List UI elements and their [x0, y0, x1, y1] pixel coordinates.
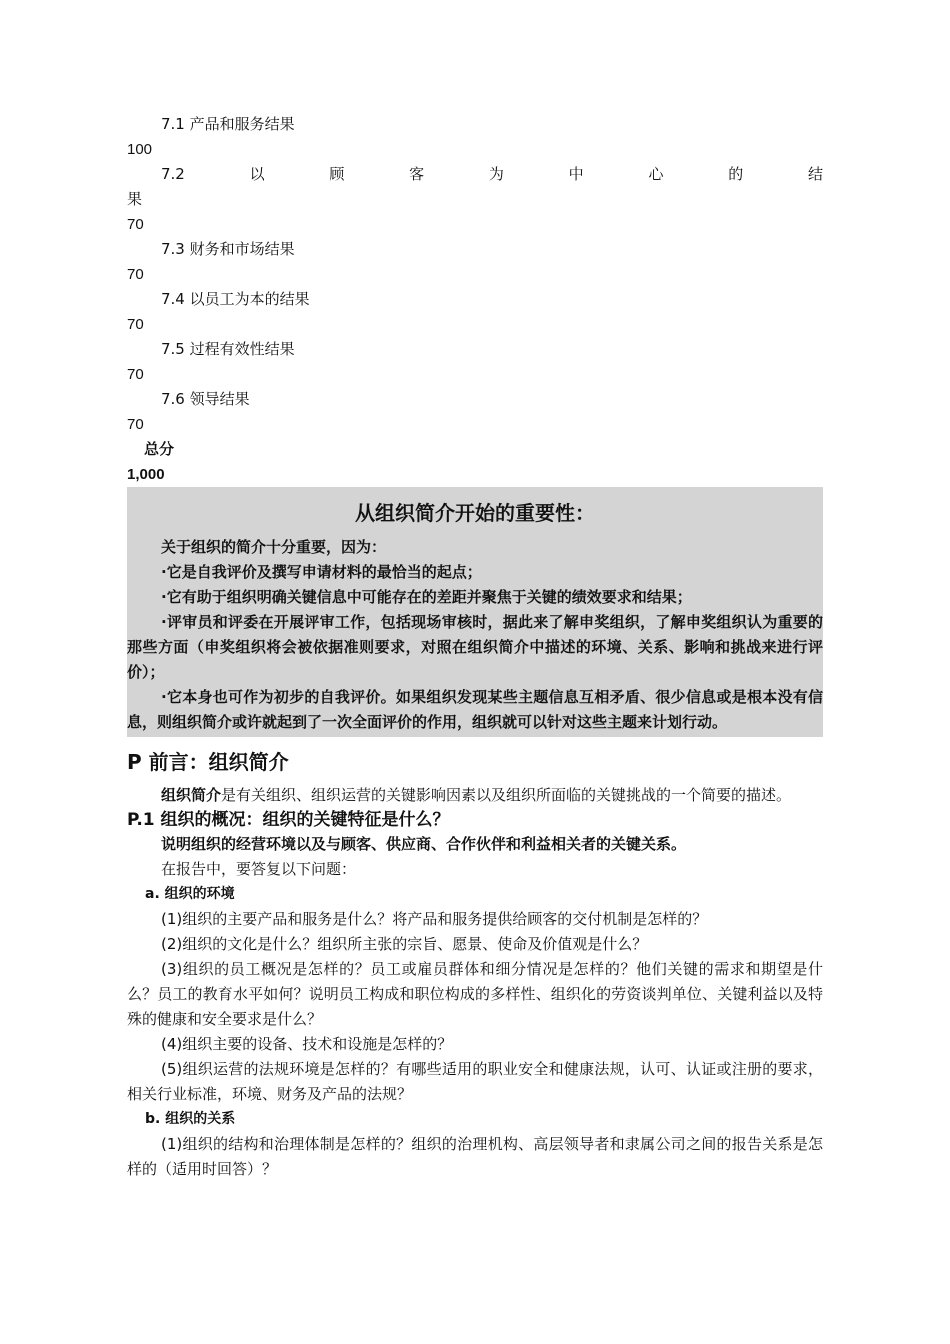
- score-value-7-3: 70: [127, 266, 144, 283]
- importance-box-title: 从组织简介开始的重要性：: [355, 501, 595, 525]
- preface-intro: [127, 783, 823, 808]
- question-a5: (5)组织运营的法规环境是怎样的？有哪些适用的职业安全和健康法规，认可、认证或注册的要求，相关行业标准，环境、财务及产品的法规？: [127, 1060, 823, 1103]
- score-label-7-2-wrap: 果: [127, 190, 143, 208]
- score-value-7-1: 100: [127, 141, 153, 158]
- label-part: 结: [807, 165, 823, 183]
- score-label-7-2: [127, 162, 823, 187]
- subsection-b-title: b. 组织的关系: [145, 1111, 236, 1127]
- question-a1: (1)组织的主要产品和服务是什么？将产品和服务提供给顾客的交付机制是怎样的？: [161, 910, 708, 928]
- preface-intro-text: 是有关组织、组织运营的关键影响因素以及组织所面临的关键挑战的一个简要的描述。: [221, 786, 792, 804]
- preface-intro-term: 组织简介: [161, 786, 222, 804]
- total-label: 总分: [144, 440, 175, 458]
- score-label-7-5: 7.5 过程有效性结果: [161, 340, 295, 358]
- section-heading-p1: P.1 组织的概况：组织的关键特征是什么？: [127, 810, 450, 830]
- p1-description: 说明组织的经营环境以及与顾客、供应商、合作伙伴和利益相关者的关键关系。: [161, 835, 687, 853]
- score-value-7-5: 70: [127, 366, 144, 383]
- importance-box: [127, 487, 823, 737]
- document-page: [127, 112, 823, 1182]
- subsection-a-title: a. 组织的环境: [145, 886, 235, 902]
- section-heading-preface: P 前言：组织简介: [127, 750, 289, 774]
- importance-paragraph: ·评审员和评委在开展评审工作，包括现场审核时，据此来了解申奖组织，了解申奖组织认为重要的那些方面（申奖组织将会被依据准则要求，对照在组织简介中描述的环境、关系、影响和挑战来进行评价）；: [127, 613, 823, 681]
- importance-paragraph: ·它有助于组织明确关键信息中可能存在的差距并聚焦于关键的绩效要求和结果；: [161, 588, 692, 606]
- importance-paragraph: 关于组织的简介十分重要，因为：: [161, 538, 387, 556]
- label-part: 7.2: [161, 165, 185, 183]
- question-a3: (3)组织的员工概况是怎样的？员工或雇员群体和细分情况是怎样的？他们关键的需求和期望是什么？员工的教育水平如何？说明员工构成和职位构成的多样性、组织化的劳资谈判单位、关键利益以及特殊的健康和安全要求是什么？: [127, 960, 823, 1028]
- importance-paragraph: ·它是自我评价及撰写申请材料的最恰当的起点；: [161, 563, 482, 581]
- label-part: 为: [488, 165, 504, 183]
- score-value-7-4: 70: [127, 316, 144, 333]
- score-label-7-6: 7.6 领导结果: [161, 390, 250, 408]
- label-part: 的: [728, 165, 744, 183]
- question-b1: (1)组织的结构和治理体制是怎样的？组织的治理机构、高层领导者和隶属公司之间的报告关系是怎样的（适用时回答）？: [127, 1135, 823, 1178]
- label-part: 顾: [329, 165, 345, 183]
- p1-report-instruction: 在报告中，要答复以下问题：: [161, 860, 357, 878]
- label-part: 中: [568, 165, 584, 183]
- importance-paragraph: ·它本身也可作为初步的自我评价。如果组织发现某些主题信息互相矛盾、很少信息或是根本没有信息，则组织简介或许就起到了一次全面评价的作用，组织就可以针对这些主题来计划行动。: [127, 688, 823, 731]
- total-value: 1,000: [127, 466, 165, 483]
- score-label-7-3: 7.3 财务和市场结果: [161, 240, 295, 258]
- score-label-7-4: 7.4 以员工为本的结果: [161, 290, 310, 308]
- label-part: 以: [249, 165, 265, 183]
- question-a4: (4)组织主要的设备、技术和设施是怎样的？: [161, 1035, 453, 1053]
- score-label-7-1: 7.1 产品和服务结果: [161, 115, 295, 133]
- score-value-7-6: 70: [127, 416, 144, 433]
- label-part: 客: [409, 165, 425, 183]
- label-part: 心: [648, 165, 664, 183]
- question-a2: (2)组织的文化是什么？组织所主张的宗旨、愿景、使命及价值观是什么？: [161, 935, 648, 953]
- score-value-7-2: 70: [127, 216, 144, 233]
